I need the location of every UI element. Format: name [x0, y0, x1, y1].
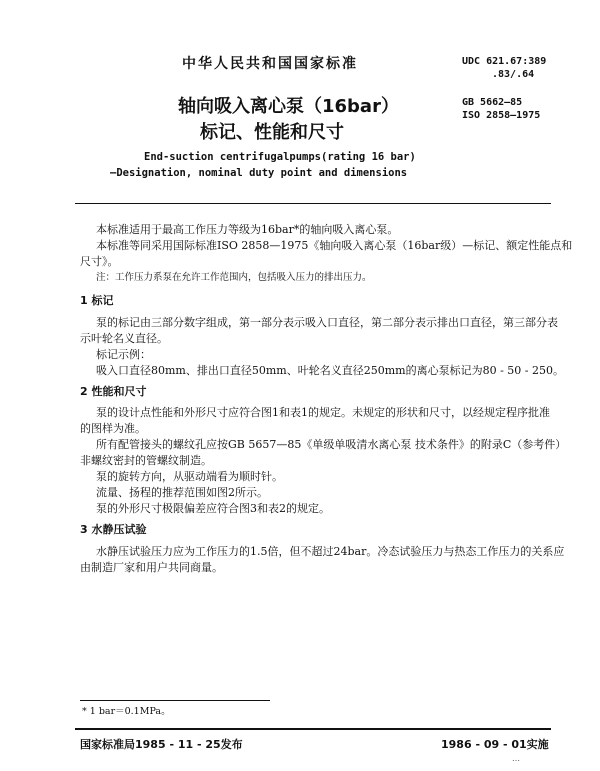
- section-3-paragraph-line1: 水静压试验压力应为工作压力的1.5倍，但不超过24bar。冷态试验压力与热态工作压力的关系应: [96, 545, 565, 558]
- title-divider: [75, 203, 551, 204]
- footnote-divider: [80, 700, 270, 701]
- udc-code-continued: .83/.64: [492, 69, 535, 80]
- iso-code: ISO 2858—1975: [462, 110, 541, 121]
- standard-org: 中华人民共和国国家标准: [182, 56, 358, 72]
- section-1-example-text: 吸入口直径80mm、排出口直径50mm、叶轮名义直径250mm的离心泵标记为80 - 50 - 250。: [96, 364, 564, 377]
- intro-note: 注：工作压力系泵在允许工作范围内，包括吸入压力的排出压力。: [96, 272, 372, 283]
- section-2-paragraph-2-line2: 非螺纹密封的管螺纹制造。: [80, 454, 212, 467]
- title-en-line2: —Designation, nominal duty point and dimensions: [110, 167, 408, 179]
- title-en-line1: End-suction centrifugalpumps(rating 16 bar): [144, 151, 416, 163]
- page-mark: …: [512, 754, 520, 763]
- section-3-heading: 3 水静压试验: [80, 523, 147, 536]
- section-1-paragraph-line1: 泵的标记由三部分数字组成，第一部分表示吸入口直径，第二部分表示排出口直径，第三部分表: [96, 316, 558, 329]
- intro-paragraph-1: 本标准适用于最高工作压力等级为16bar*的轴向吸入离心泵。: [96, 223, 399, 236]
- section-1-paragraph-line2: 示叶轮名义直径。: [80, 332, 168, 345]
- title-cn-line1: 轴向吸入离心泵（16bar）: [178, 96, 399, 117]
- section-2-paragraph-4: 流量、扬程的推荐范围如图2所示。: [96, 486, 268, 499]
- section-2-paragraph-3: 泵的旋转方向，从驱动端看为顺时针。: [96, 470, 283, 483]
- intro-paragraph-2-line1: 本标准等同采用国际标准ISO 2858—1975《轴向吸入离心泵（16bar级）—标记、额定性能点和: [96, 239, 573, 252]
- section-2-paragraph-1-line1: 泵的设计点性能和外形尺寸应符合图1和表1的规定。未规定的形状和尺寸，以经规定程序批准: [96, 406, 550, 419]
- issue-date: 国家标准局1985 - 11 - 25发布: [80, 738, 243, 751]
- effective-date: 1986 - 09 - 01实施: [441, 738, 549, 751]
- section-2-paragraph-5: 泵的外形尺寸极限偏差应符合图3和表2的规定。: [96, 502, 330, 515]
- title-cn-line2: 标记、性能和尺寸: [200, 122, 344, 143]
- udc-code: UDC 621.67:389: [462, 56, 547, 67]
- section-2-paragraph-1-line2: 的图样为准。: [80, 422, 146, 435]
- section-1-heading: 1 标记: [80, 294, 114, 307]
- section-2-heading: 2 性能和尺寸: [80, 385, 147, 398]
- footnote: * 1 bar＝0.1MPa。: [82, 706, 171, 717]
- footer-divider: [75, 728, 551, 730]
- section-2-paragraph-2-line1: 所有配管接头的螺纹孔应按GB 5657—85《单级单吸清水离心泵 技术条件》的附录C（参考件）: [96, 438, 567, 451]
- gb-code: GB 5662—85: [462, 97, 523, 108]
- section-3-paragraph-line2: 由制造厂家和用户共同商量。: [80, 561, 223, 574]
- section-1-example-label: 标记示例：: [96, 348, 151, 361]
- intro-paragraph-2-line2: 尺寸》。: [80, 255, 119, 268]
